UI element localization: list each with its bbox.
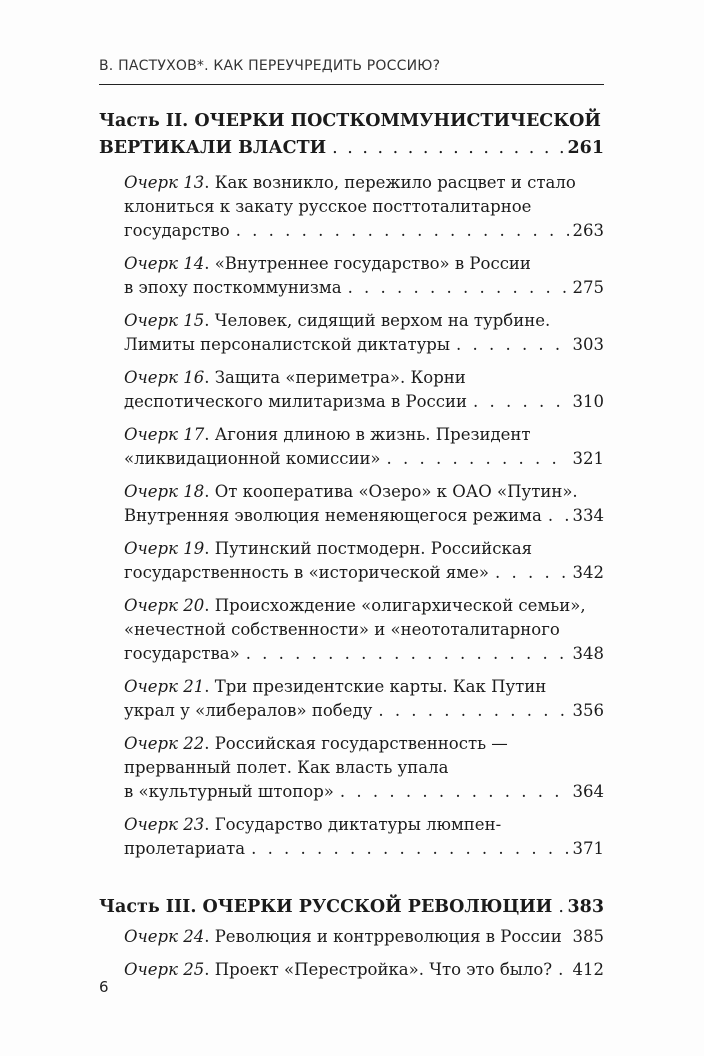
page-ref: 263 (572, 221, 604, 240)
toc-entry[interactable] (124, 925, 604, 949)
running-head: В. ПАСТУХОВ*. КАК ПЕРЕУЧРЕДИТЬ РОССИЮ? (99, 58, 441, 74)
page-number: 6 (99, 978, 109, 996)
dot-leader (387, 447, 569, 471)
entry-title: государство (124, 221, 230, 240)
toc-entry[interactable] (124, 958, 604, 982)
toc-part-2[interactable] (99, 108, 604, 162)
page-ref: 342 (572, 563, 604, 582)
entry-title: клониться к закату русское посттоталитарное (124, 197, 532, 216)
entry-title: «нечестной собственности» и «неототалитарного (124, 620, 560, 639)
entry-title: прерванный полет. Как власть упала (124, 758, 449, 777)
toc-entry[interactable] (124, 675, 604, 723)
entry-title: . Как возникло, пережило расцвет и стало (204, 173, 576, 192)
dot-leader (558, 894, 563, 921)
entry-title: Внутренняя эволюция неменяющегося режима (124, 506, 542, 525)
toc-entry[interactable] (124, 480, 604, 528)
part-title-line: ВЕРТИКАЛИ ВЛАСТИ (99, 138, 327, 158)
entry-title: деспотического милитаризма в России (124, 392, 468, 411)
toc-part-3[interactable] (99, 894, 604, 921)
dot-leader (558, 958, 568, 982)
entry-title: . Проект «Перестройка». Что это было? (204, 960, 553, 979)
toc-entry[interactable] (124, 594, 604, 666)
toc-entry[interactable] (124, 252, 604, 300)
page-ref: 261 (567, 138, 604, 158)
page-ref: 275 (572, 278, 604, 297)
page-ref: 412 (572, 960, 604, 979)
entry-label: Очерк 13 (124, 173, 205, 192)
dot-leader (378, 699, 568, 723)
dot-leader (495, 561, 568, 585)
entry-label: Очерк 15 (124, 311, 205, 330)
toc-entry[interactable] (124, 366, 604, 414)
entry-label: Очерк 23 (124, 815, 205, 834)
table-of-contents (99, 108, 604, 982)
entry-title: . Происхождение «олигархической семьи», (204, 596, 586, 615)
entry-label: Очерк 25 (124, 960, 205, 979)
entry-title: . Защита «периметра». Корни (204, 368, 466, 387)
entry-label: Очерк 17 (124, 425, 205, 444)
toc-entry[interactable] (124, 813, 604, 861)
toc-entry[interactable] (124, 309, 604, 357)
entry-label: Очерк 20 (124, 596, 205, 615)
dot-leader (246, 642, 569, 666)
toc-entry[interactable] (124, 171, 604, 243)
page-ref: 348 (572, 644, 604, 663)
page-ref: 321 (572, 449, 604, 468)
page-ref: 334 (572, 506, 604, 525)
dot-leader (251, 837, 568, 861)
entry-title: государственность в «исторической яме» (124, 563, 490, 582)
entry-title: . «Внутреннее государство» в России (204, 254, 531, 273)
entry-title: . Государство диктатуры люмпен- (204, 815, 502, 834)
dot-leader (348, 276, 569, 300)
entry-label: Очерк 16 (124, 368, 205, 387)
page-ref: 364 (572, 782, 604, 801)
page-ref: 310 (572, 392, 604, 411)
entry-title: . От кооператива «Озеро» к ОАО «Путин». (204, 482, 578, 501)
dot-leader (568, 925, 569, 949)
page-ref: 303 (572, 335, 604, 354)
entry-label: Очерк 18 (124, 482, 205, 501)
dot-leader (548, 504, 569, 528)
header-rule (99, 84, 604, 85)
entry-label: Очерк 22 (124, 734, 205, 753)
entry-title: . Три президентские карты. Как Путин (204, 677, 547, 696)
entry-label: Очерк 21 (124, 677, 205, 696)
part-title-line: Часть II. ОЧЕРКИ ПОСТКОММУНИСТИЧЕСКОЙ (99, 111, 601, 131)
entry-label: Очерк 19 (124, 539, 205, 558)
toc-entry[interactable] (124, 732, 604, 804)
dot-leader (456, 333, 569, 357)
page-ref: 356 (572, 701, 604, 720)
entry-title: . Агония длиною в жизнь. Президент (204, 425, 531, 444)
entry-label: Очерк 24 (124, 927, 205, 946)
entry-title: украл у «либералов» победу (124, 701, 373, 720)
entry-title: . Человек, сидящий верхом на турбине. (204, 311, 551, 330)
dot-leader (332, 135, 563, 162)
dot-leader (236, 219, 569, 243)
dot-leader (340, 780, 569, 804)
entry-title: . Революция и контрреволюция в России (204, 927, 562, 946)
entry-title: в «культурный штопор» (124, 782, 334, 801)
page-ref: 385 (572, 927, 604, 946)
toc-entry[interactable] (124, 537, 604, 585)
part-title-line: Часть III. ОЧЕРКИ РУССКОЙ РЕВОЛЮЦИИ (99, 897, 553, 917)
entry-title: пролетариата (124, 839, 246, 858)
entry-title: . Путинский постмодерн. Российская (204, 539, 533, 558)
entry-label: Очерк 14 (124, 254, 205, 273)
toc-entry[interactable] (124, 423, 604, 471)
dot-leader (473, 390, 568, 414)
page-ref: 371 (572, 839, 604, 858)
page-ref: 383 (567, 897, 604, 917)
entry-title: «ликвидационной комиссии» (124, 449, 381, 468)
entry-title: Лимиты персоналистской диктатуры (124, 335, 450, 354)
entry-title: в эпоху посткоммунизма (124, 278, 342, 297)
entry-title: государства» (124, 644, 240, 663)
entry-title: . Российская государственность — (204, 734, 508, 753)
